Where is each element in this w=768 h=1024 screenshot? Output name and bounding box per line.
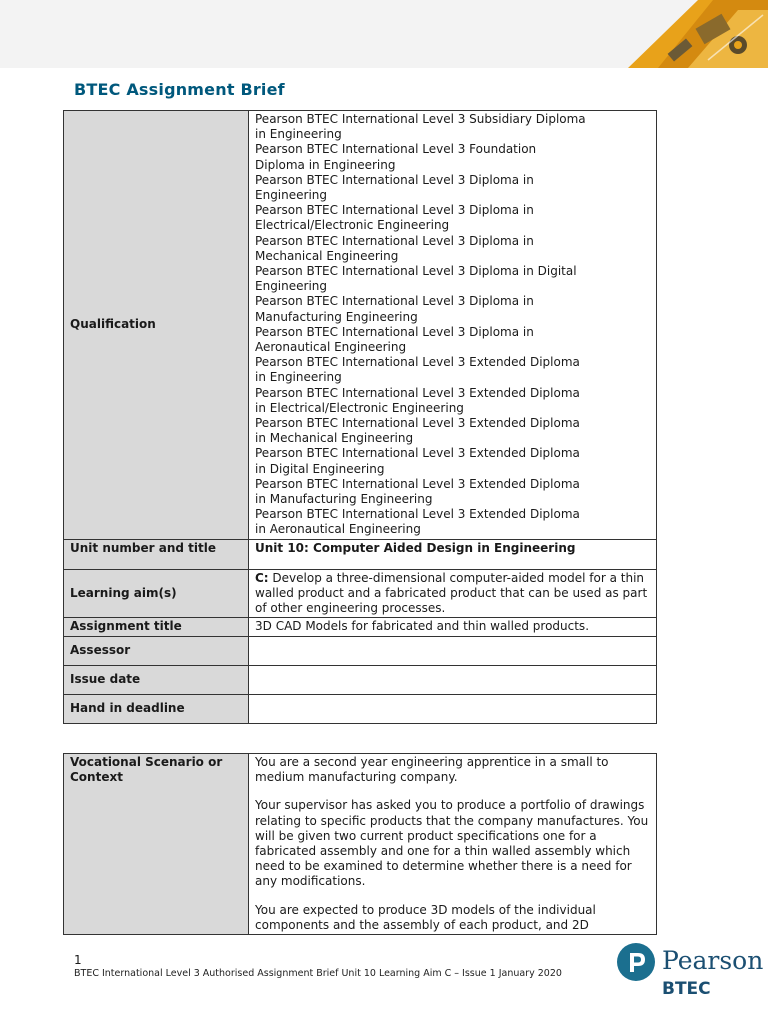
qualification-line: Pearson BTEC International Level 3 Foundation — [255, 142, 537, 157]
footer-text: BTEC International Level 3 Authorised Assignment Brief Unit 10 Learning Aim C – Issue 1 January 2020 — [74, 968, 562, 979]
assignment-details-table — [63, 110, 657, 724]
scenario-text — [249, 754, 657, 935]
qualification-line: Pearson BTEC International Level 3 Extended Diploma — [255, 446, 580, 461]
unit-row — [64, 539, 657, 569]
deadline-value — [249, 694, 657, 723]
banner-engineering-graphic — [538, 0, 768, 68]
unit-value: Unit 10: Computer Aided Design in Engineering — [249, 539, 657, 569]
qualification-line: Diploma in Engineering — [255, 157, 396, 172]
learning-aim-value — [249, 569, 657, 618]
qualification-line: Pearson BTEC International Level 3 Diploma in — [255, 294, 534, 309]
qualification-line: Manufacturing Engineering — [255, 309, 418, 324]
qualification-line: Pearson BTEC International Level 3 Diploma in — [255, 324, 534, 339]
qualification-line: Pearson BTEC International Level 3 Extended Diploma — [255, 355, 580, 370]
qualification-line: in Engineering — [255, 370, 342, 385]
assessor-label: Assessor — [64, 636, 249, 665]
learning-aim-label: Learning aim(s) — [64, 569, 249, 618]
qualification-line: Pearson BTEC International Level 3 Diploma in Digital — [255, 264, 577, 279]
assessor-value — [249, 636, 657, 665]
qualification-line: in Engineering — [255, 127, 342, 142]
btec-logo-text: BTEC — [662, 979, 711, 999]
assignment-title-label: Assignment title — [64, 618, 249, 636]
pearson-logo-icon — [616, 942, 656, 982]
unit-label: Unit number and title — [64, 539, 249, 569]
scenario-table — [63, 753, 657, 935]
qualification-line: in Mechanical Engineering — [255, 431, 414, 446]
learning-aim-text: Develop a three-dimensional computer-aided model for a thin walled product and a fabricated product that can be used as part of other engineering processes. — [255, 570, 648, 616]
assignment-title-row — [64, 618, 657, 636]
qualification-line: Pearson BTEC International Level 3 Extended Diploma — [255, 416, 580, 431]
qualification-label: Qualification — [64, 111, 249, 540]
qualification-line: in Digital Engineering — [255, 461, 385, 476]
page-title: BTEC Assignment Brief — [74, 80, 285, 99]
qualification-line: Engineering — [255, 188, 327, 203]
page-number: 1 — [74, 953, 82, 967]
assignment-title-value: 3D CAD Models for fabricated and thin walled products. — [249, 618, 657, 636]
issue-date-row — [64, 665, 657, 694]
scenario-row — [64, 754, 657, 935]
qualification-line: Aeronautical Engineering — [255, 340, 407, 355]
learning-aim-prefix: C: — [255, 570, 269, 585]
deadline-row — [64, 694, 657, 723]
qualification-line: Engineering — [255, 279, 327, 294]
header-banner — [0, 0, 768, 68]
qualification-line: Pearson BTEC International Level 3 Extended Diploma — [255, 476, 580, 491]
issue-date-label: Issue date — [64, 665, 249, 694]
qualification-line: Mechanical Engineering — [255, 248, 399, 263]
qualification-line: Electrical/Electronic Engineering — [255, 218, 450, 233]
scenario-label: Vocational Scenario or Context — [64, 754, 249, 935]
qualification-line: Pearson BTEC International Level 3 Extended Diploma — [255, 507, 580, 522]
issue-date-value — [249, 665, 657, 694]
qualification-line: Pearson BTEC International Level 3 Subsidiary Diploma — [255, 112, 586, 126]
qualification-line: Pearson BTEC International Level 3 Diploma in — [255, 203, 534, 218]
assessor-row — [64, 636, 657, 665]
scenario-paragraph: You are expected to produce 3D models of the individual components and the assembly of each product, and 2D — [255, 902, 596, 932]
qualification-line: Pearson BTEC International Level 3 Diploma in — [255, 172, 534, 187]
qualification-line: Pearson BTEC International Level 3 Diploma in — [255, 233, 534, 248]
learning-aim-row — [64, 569, 657, 618]
deadline-label: Hand in deadline — [64, 694, 249, 723]
qualification-list — [249, 111, 657, 540]
scenario-paragraph: You are a second year engineering apprentice in a small to medium manufacturing company. — [255, 755, 609, 785]
qualification-line: in Manufacturing Engineering — [255, 492, 433, 507]
pearson-logo-text: Pearson — [662, 946, 764, 975]
qualification-line: in Aeronautical Engineering — [255, 522, 421, 537]
scenario-paragraph: Your supervisor has asked you to produce a portfolio of drawings relating to specific products that the company manufactures. You will be given two current product specifications one for a fabricated assembly and one for a thin walled assembly which need to be examined to determine whether there is a need for any modifications. — [255, 798, 649, 889]
qualification-row — [64, 111, 657, 540]
qualification-line: in Electrical/Electronic Engineering — [255, 400, 464, 415]
qualification-line: Pearson BTEC International Level 3 Extended Diploma — [255, 385, 580, 400]
